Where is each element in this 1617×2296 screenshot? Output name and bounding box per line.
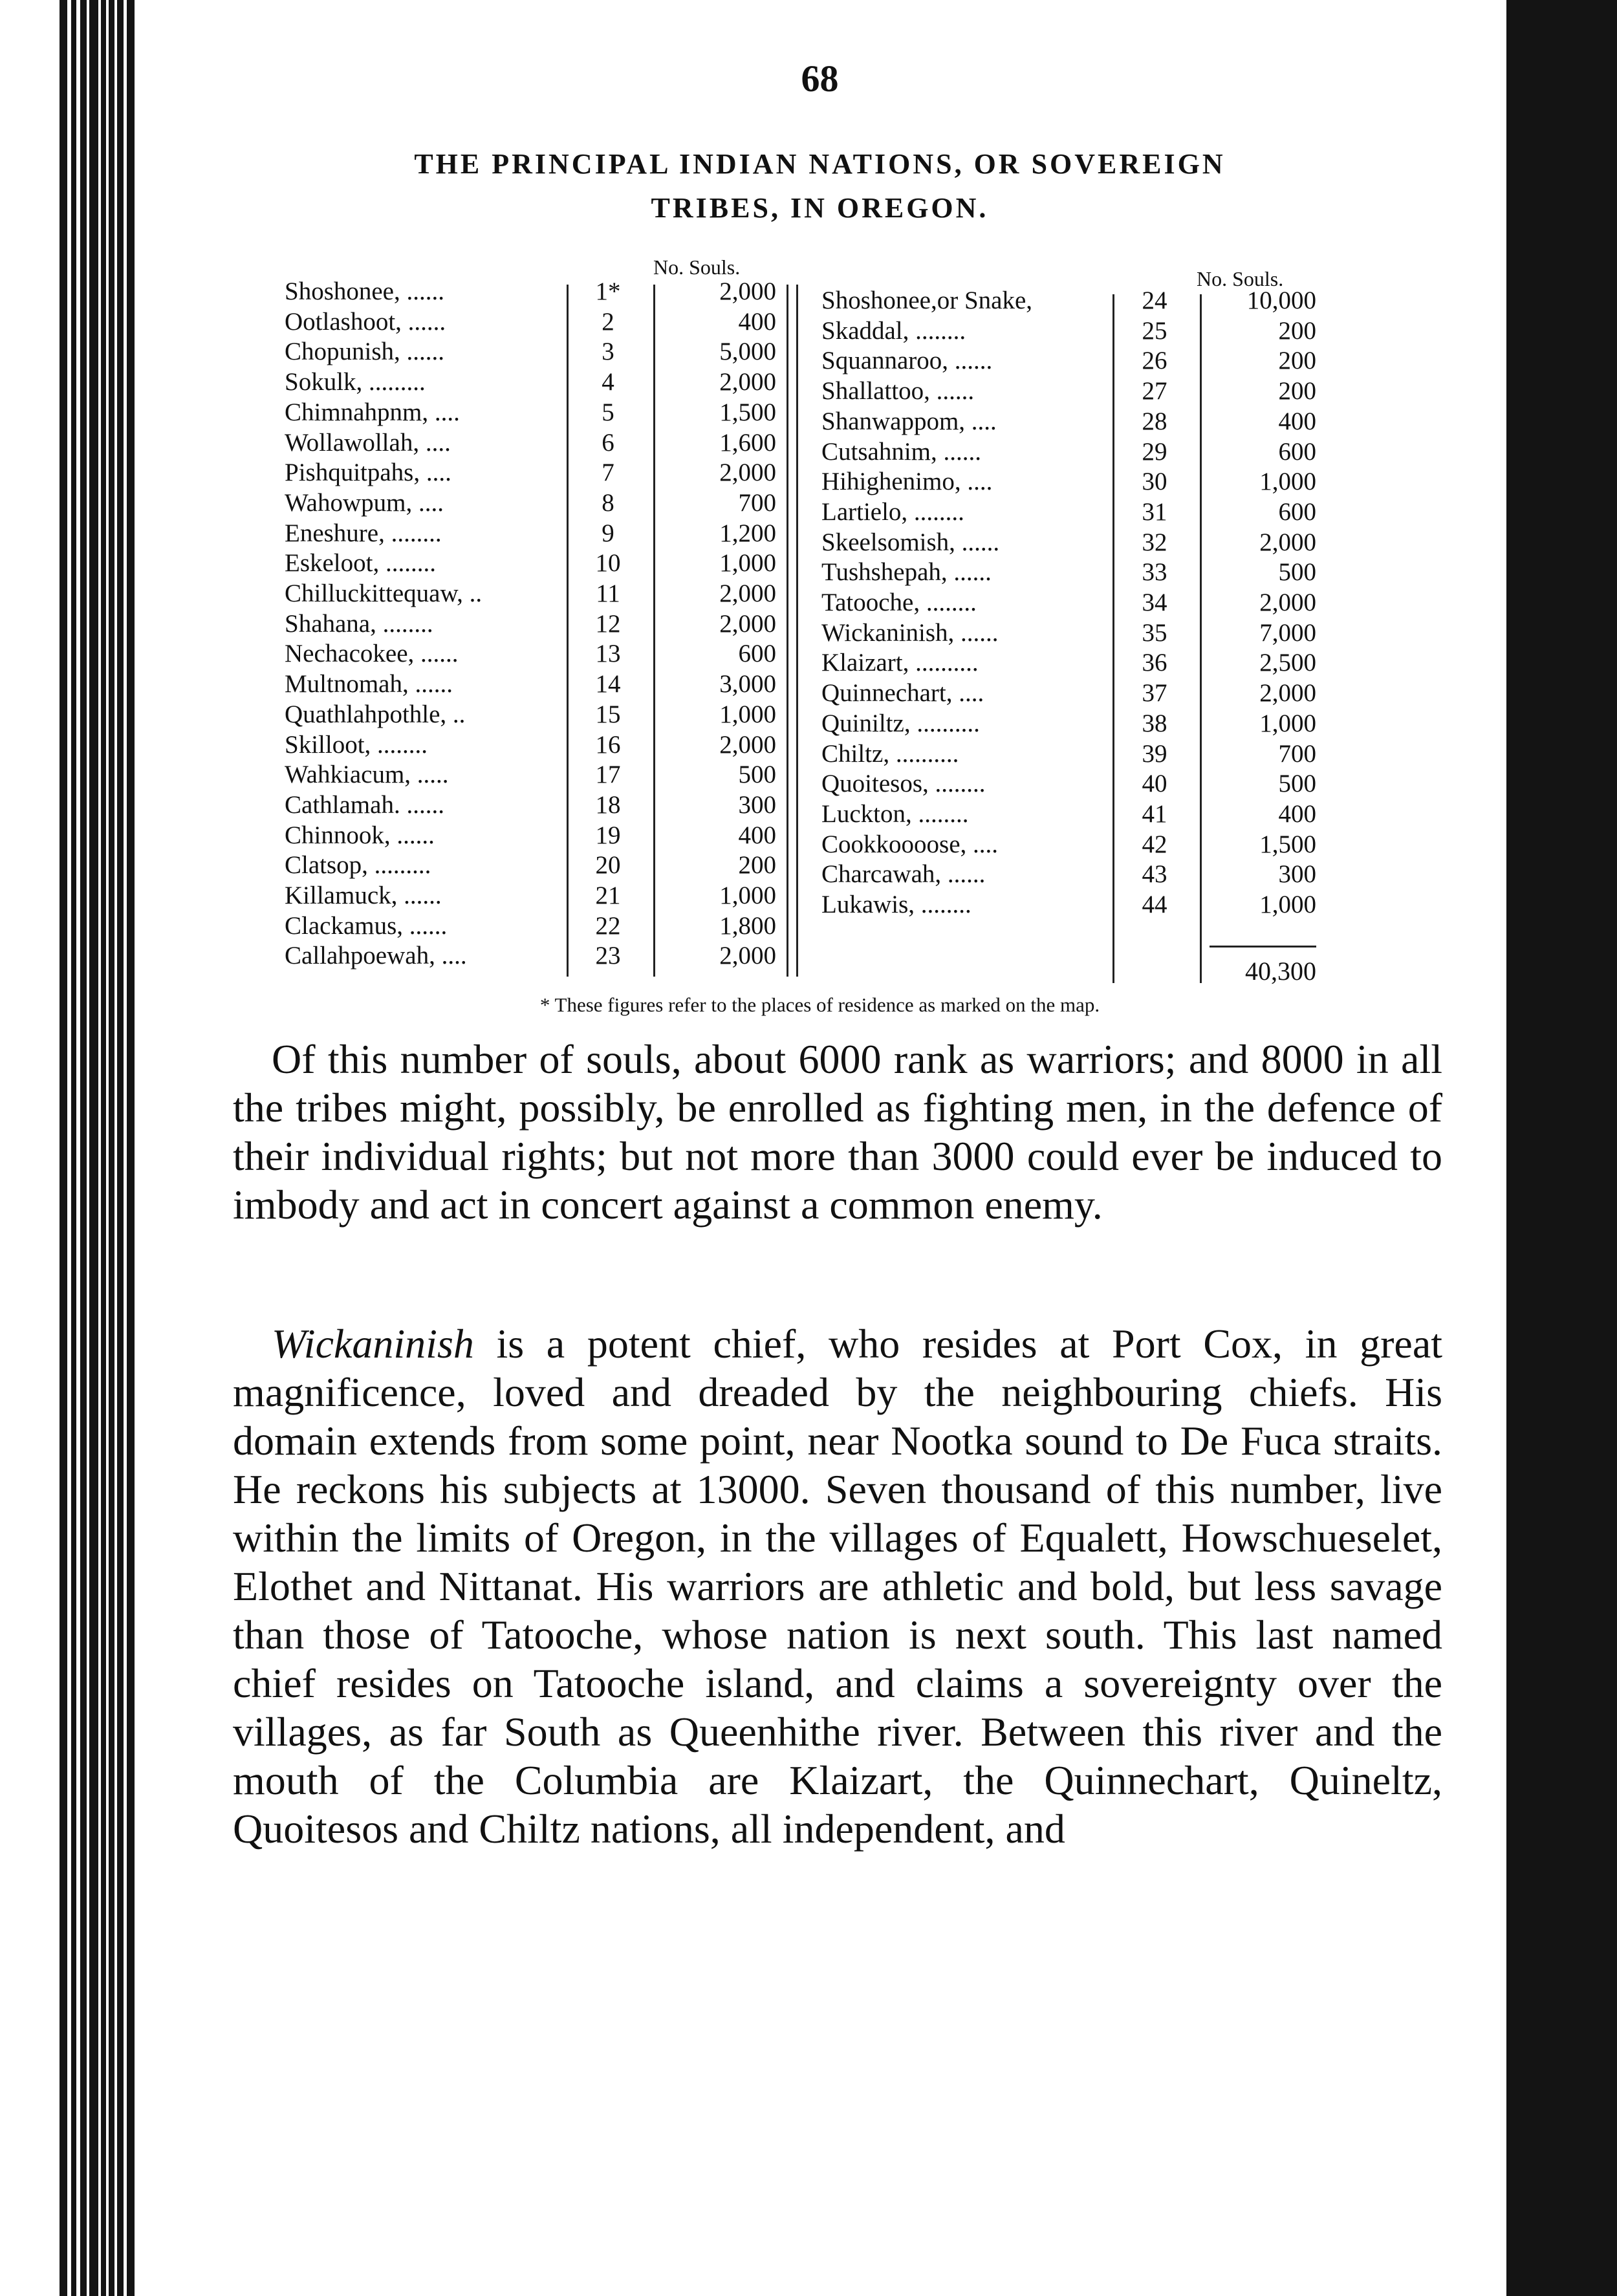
tribe-name: Lukawis, ........	[821, 891, 971, 918]
souls-count: 600	[738, 640, 776, 668]
page-number: 68	[801, 58, 839, 100]
souls-count: 2,000	[719, 368, 776, 396]
souls-count: 2,000	[719, 942, 776, 970]
table-row	[285, 911, 776, 941]
tribe-name: Skaddal, ........	[821, 316, 966, 345]
table-row	[821, 346, 1316, 376]
table-row	[285, 609, 776, 639]
table-row	[285, 579, 776, 609]
table-row	[285, 548, 776, 578]
map-number: 14	[595, 670, 621, 699]
table-row	[285, 458, 776, 488]
map-number: 29	[1142, 437, 1167, 466]
divider-line	[787, 285, 788, 977]
souls-count: 400	[738, 821, 776, 849]
table-row	[285, 488, 776, 518]
map-number: 11	[596, 579, 620, 607]
map-number: 34	[1142, 589, 1167, 616]
souls-count: 2,000	[1259, 679, 1316, 708]
table-row	[821, 769, 1316, 799]
souls-count: 1,800	[719, 911, 776, 940]
souls-count: 2,000	[1259, 589, 1316, 616]
table-row	[821, 497, 1316, 527]
map-number: 38	[1142, 709, 1167, 737]
souls-count: 1,000	[719, 882, 776, 909]
tribe-name: Clackamus, ......	[285, 911, 448, 940]
table-row	[821, 467, 1316, 497]
tribe-name: Quinnechart, ....	[821, 679, 984, 708]
table-row	[821, 407, 1316, 437]
tribe-name: Skeelsomish, ......	[821, 528, 1000, 556]
table-row	[821, 588, 1316, 618]
total-souls: 40,300	[1245, 957, 1316, 986]
souls-count: 600	[1278, 497, 1316, 526]
tribe-name: Wahkiacum, .....	[285, 761, 449, 789]
map-number: 32	[1142, 528, 1167, 556]
table-row	[285, 790, 776, 820]
table-row	[821, 890, 1316, 920]
table-row	[285, 307, 776, 337]
souls-count: 10,000	[1246, 287, 1316, 314]
souls-count: 1,200	[719, 519, 776, 547]
tribe-name: Skilloot, ........	[285, 730, 428, 759]
table-row	[285, 639, 776, 669]
tribe-name: Chimnahpnm, ....	[285, 398, 460, 426]
tribe-name: Charcawah, ......	[821, 860, 986, 889]
tribe-name: Shallattoo, ......	[821, 377, 975, 406]
table-row	[285, 881, 776, 911]
tribe-name: Shanwappom, ....	[821, 407, 997, 435]
tribe-name: Cutsahnim, ......	[821, 437, 982, 466]
tribe-name: Killamuck, ......	[285, 882, 442, 909]
souls-count: 200	[1278, 347, 1316, 375]
souls-count: 600	[1278, 437, 1316, 466]
table-row	[821, 316, 1316, 346]
tribe-name: Klaizart, ..........	[821, 649, 979, 677]
table-row	[285, 519, 776, 548]
map-number: 44	[1142, 891, 1167, 918]
souls-count: 2,000	[719, 730, 776, 759]
souls-count: 5,000	[719, 338, 776, 366]
souls-count: 7,000	[1259, 618, 1316, 647]
tribe-name: Callahpoewah, ....	[285, 942, 467, 970]
table-row	[285, 669, 776, 699]
map-number: 2	[602, 307, 614, 336]
divider-line	[796, 285, 798, 977]
sum-rule	[1210, 946, 1316, 948]
tribe-name: Luckton, ........	[821, 799, 969, 828]
tribe-name: Hihighenimo, ....	[821, 468, 993, 496]
souls-count: 200	[1278, 316, 1316, 345]
tribe-name: Cookkoooose, ....	[821, 830, 998, 858]
tribe-name: Shahana, ........	[285, 609, 433, 638]
map-number: 8	[602, 488, 614, 517]
map-number: 43	[1142, 860, 1167, 889]
tribe-name: Ootlashoot, ......	[285, 307, 446, 336]
souls-count: 500	[1278, 770, 1316, 798]
table-row	[821, 860, 1316, 889]
souls-count: 400	[1278, 407, 1316, 435]
tribe-name: Eneshure, ........	[285, 519, 442, 547]
table-row	[821, 799, 1316, 829]
page-title-line1: THE PRINCIPAL INDIAN NATIONS, OR SOVEREIGN	[414, 148, 1226, 180]
tribe-name: Pishquitpahs, ....	[285, 459, 451, 487]
table-row	[821, 739, 1316, 769]
map-number: 25	[1142, 316, 1167, 345]
tribe-name: Nechacokee, ......	[285, 640, 459, 668]
map-number: 3	[602, 338, 614, 366]
tribe-name: Wickaninish, ......	[821, 618, 999, 647]
souls-count: 2,000	[719, 277, 776, 305]
souls-count: 1,000	[1259, 709, 1316, 737]
souls-count: 1,000	[1259, 891, 1316, 918]
table-row	[285, 398, 776, 428]
tribe-name: Wahowpum, ....	[285, 488, 444, 517]
paragraph	[233, 1319, 1442, 1853]
right-souls-header: No. Souls.	[1197, 267, 1284, 290]
table-row	[285, 428, 776, 458]
map-number: 1*	[595, 277, 621, 305]
tribe-name: Clatsop, .........	[285, 851, 431, 880]
map-number: 27	[1142, 377, 1167, 406]
souls-count: 1,600	[719, 428, 776, 457]
tribe-name: Sokulk, .........	[285, 368, 426, 396]
tribe-name: Quiniltz, ..........	[821, 709, 980, 737]
map-number: 15	[595, 700, 621, 728]
map-number: 24	[1142, 287, 1167, 314]
table-row	[821, 376, 1316, 406]
table-row	[285, 941, 776, 971]
emphasis-name: Wickaninish	[272, 1321, 474, 1367]
book-page	[149, 0, 1491, 2296]
table-row	[285, 730, 776, 760]
map-number: 39	[1142, 739, 1167, 768]
paragraph: Of this number of souls, about 6000 rank as warriors; and 8000 in all the tribes might, possibly, be enrolled as fighting men, in the defence of their individual rights; but not more than 3000 could ever be induced to imbody and act in concert against a common enemy.	[233, 1036, 1442, 1228]
tribe-name: Multnomah, ......	[285, 670, 453, 699]
souls-count: 400	[1278, 799, 1316, 828]
tribe-name: Shoshonee, ......	[285, 277, 444, 305]
map-number: 7	[602, 459, 614, 487]
souls-count: 700	[1278, 739, 1316, 768]
map-number: 31	[1142, 497, 1167, 526]
footnote: * These figures refer to the places of residence as marked on the map.	[539, 993, 1100, 1016]
map-number: 17	[595, 761, 621, 789]
map-number: 12	[595, 609, 621, 638]
map-number: 30	[1142, 468, 1167, 496]
tribe-name: Chiltz, ..........	[821, 739, 959, 768]
map-number: 20	[595, 851, 621, 880]
tribe-name: Chinnook, ......	[285, 821, 435, 849]
map-number: 22	[595, 911, 621, 940]
souls-count: 200	[1278, 377, 1316, 406]
table-row	[285, 367, 776, 397]
tribe-name: Squannaroo, ......	[821, 347, 993, 375]
souls-count: 2,000	[719, 579, 776, 607]
map-number: 33	[1142, 558, 1167, 587]
table-row	[821, 678, 1316, 708]
table-row	[821, 648, 1316, 678]
table-row	[821, 618, 1316, 648]
map-number: 4	[602, 368, 614, 396]
map-number: 19	[595, 821, 621, 849]
tribe-name: Chilluckittequaw, ..	[285, 579, 483, 607]
table-row	[285, 850, 776, 880]
souls-count: 200	[738, 851, 776, 880]
table-row	[285, 821, 776, 850]
map-number: 6	[602, 428, 614, 457]
table-row	[821, 709, 1316, 739]
page-edge-shadow	[1491, 0, 1617, 2296]
souls-count: 1,500	[1259, 830, 1316, 858]
map-number: 13	[595, 640, 621, 668]
souls-count: 500	[738, 761, 776, 789]
souls-count: 300	[738, 790, 776, 819]
tribe-name: Wollawollah, ....	[285, 428, 451, 457]
table-row	[821, 528, 1316, 558]
map-number: 37	[1142, 679, 1167, 708]
tribe-name: Chopunish, ......	[285, 338, 445, 366]
book-spine	[0, 0, 97, 2296]
paragraph-text: is a potent chief, who resides at Port Cox, in great magnificence, loved and dreaded by the neighbouring chiefs. His domain extends from some point, near Nootka sound to De Fuca straits. He reckons his subjects at 13000. Seven thousand of this number, live within the limits of Oregon, in the villages of Equalett, Howschueselet, Elothet and Nittanat. His warriors are athletic and bold, but less savage than those of Tatooche, whose nation is next south. This last named chief resides on Tatooche island, and claims a sovereignty over the villages, as far South as Queenhithe river. Between this river and the mouth of the Columbia are Klaizart, the Quinnechart, Quineltz, Quoitesos and Chiltz nations, all independent, and	[233, 1321, 1442, 1852]
table-row	[821, 437, 1316, 467]
map-number: 42	[1142, 830, 1167, 858]
map-number: 21	[595, 882, 621, 909]
souls-count: 2,500	[1259, 649, 1316, 677]
table-row	[285, 277, 776, 307]
tribe-name: Lartielo, ........	[821, 497, 964, 526]
souls-count: 400	[738, 307, 776, 336]
map-number: 9	[602, 519, 614, 547]
souls-count: 1,000	[719, 549, 776, 578]
table-row	[821, 558, 1316, 587]
map-number: 5	[602, 398, 614, 426]
map-number: 28	[1142, 407, 1167, 435]
map-number: 18	[595, 790, 621, 819]
souls-count: 300	[1278, 860, 1316, 889]
map-number: 26	[1142, 347, 1167, 375]
souls-count: 500	[1278, 558, 1316, 587]
map-number: 40	[1142, 770, 1167, 798]
tribe-name: Eskeloot, ........	[285, 549, 436, 578]
table-row	[285, 760, 776, 790]
left-souls-header: No. Souls.	[653, 255, 741, 279]
table-row	[821, 286, 1316, 316]
page-title-line2: TRIBES, IN OREGON.	[651, 192, 989, 224]
map-number: 23	[595, 942, 621, 970]
tribe-name: Quathlahpothle, ..	[285, 700, 466, 728]
souls-count: 2,000	[719, 459, 776, 487]
tribe-name: Tatooche, ........	[821, 589, 977, 616]
souls-count: 700	[738, 488, 776, 517]
souls-count: 1,000	[719, 700, 776, 728]
map-number: 10	[595, 549, 621, 578]
souls-count: 2,000	[719, 609, 776, 638]
tribe-name: Shoshonee,or Snake,	[821, 287, 1033, 314]
souls-count: 1,000	[1259, 468, 1316, 496]
table-row	[821, 830, 1316, 860]
map-number: 36	[1142, 649, 1167, 677]
map-number: 41	[1142, 799, 1167, 828]
map-number: 16	[595, 730, 621, 759]
tribe-name: Cathlamah. ......	[285, 790, 444, 819]
table-row	[285, 700, 776, 730]
tribe-name: Tushshepah, ......	[821, 558, 992, 587]
souls-count: 3,000	[719, 670, 776, 699]
table-row	[285, 337, 776, 367]
tribe-name: Quoitesos, ........	[821, 770, 986, 798]
souls-count: 1,500	[719, 398, 776, 426]
souls-count: 2,000	[1259, 528, 1316, 556]
map-number: 35	[1142, 618, 1167, 647]
